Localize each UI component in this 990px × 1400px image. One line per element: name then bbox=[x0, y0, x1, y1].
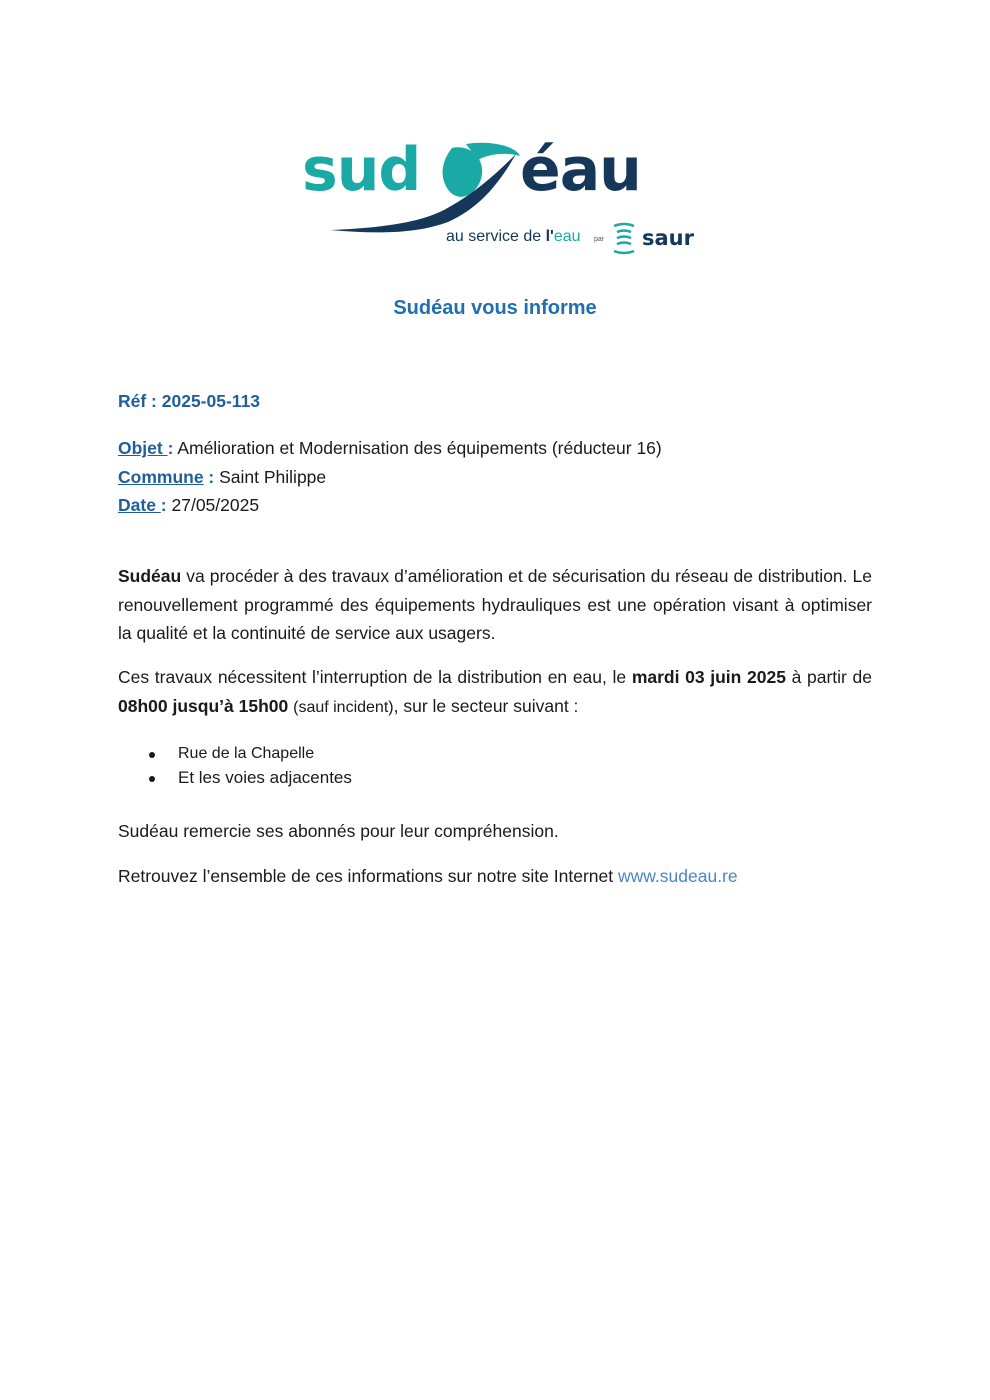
tagline-l: l' bbox=[545, 228, 554, 245]
website-text: Retrouvez l’ensemble de ces informations sur notre site Internet bbox=[118, 866, 618, 886]
website-link[interactable]: www.sudeau.re bbox=[617, 866, 738, 886]
list-item: Rue de la Chapelle bbox=[118, 742, 352, 766]
intro-strong: Sudéau bbox=[118, 566, 182, 586]
list-item: Et les voies adjacentes bbox=[118, 766, 352, 790]
reference-number: Réf : 2025-05-113 bbox=[118, 391, 261, 411]
interruption-paragraph bbox=[118, 663, 872, 722]
interruption-note: (sauf incident) bbox=[293, 698, 394, 716]
objet-value: Amélioration et Modernisation des équipements (réducteur 16) bbox=[173, 438, 662, 458]
interruption-hours: 08h00 jusqu’à 15h00 bbox=[118, 695, 289, 716]
tagline-eau: eau bbox=[553, 228, 581, 245]
saur-logo-icon bbox=[610, 222, 638, 256]
logo-par: par bbox=[594, 236, 605, 243]
interruption-date: mardi 03 juin 2025 bbox=[631, 667, 786, 687]
intro-paragraph bbox=[118, 562, 872, 648]
commune-label: Commune bbox=[118, 466, 204, 487]
interruption-text-1: Ces travaux nécessitent l’interruption de la distribution en eau, le bbox=[118, 667, 632, 687]
notice-metadata bbox=[118, 434, 662, 520]
date-value: 27/05/2025 bbox=[166, 495, 260, 515]
commune-value: Saint Philippe bbox=[214, 466, 327, 487]
interruption-text-3: , sur le secteur suivant : bbox=[393, 695, 579, 716]
interruption-text-2: à partir de bbox=[785, 667, 872, 687]
tagline-prefix: au service de bbox=[446, 228, 546, 245]
logo-word-sud: sud bbox=[302, 135, 421, 205]
thanks-paragraph: Sudéau remercie ses abonnés pour leur compréhension. bbox=[118, 821, 559, 841]
date-line: Date : 27/05/2025 bbox=[118, 495, 260, 515]
sudeau-logo bbox=[300, 130, 700, 260]
affected-streets-list bbox=[118, 742, 352, 790]
objet-label: Objet bbox=[118, 438, 168, 458]
website-paragraph bbox=[118, 866, 738, 887]
logo-tagline bbox=[446, 228, 581, 246]
intro-text: va procéder à des travaux d’amélioration et de sécurisation du réseau de distribution. Le renouvellement programmé des équipements hydrauliques est une opération visant à optimiser la qualité et la continuité de service aux usagers. bbox=[118, 566, 872, 643]
page-title: Sudéau vous informe bbox=[393, 297, 597, 319]
logo-word-eau: éau bbox=[520, 135, 641, 205]
logo-saur: saur bbox=[642, 226, 694, 250]
date-label: Date bbox=[118, 495, 161, 515]
objet-line: Objet : Amélioration et Modernisation des équipements (réducteur 16) bbox=[118, 438, 662, 458]
commune-line: Commune : Saint Philippe bbox=[118, 466, 327, 487]
